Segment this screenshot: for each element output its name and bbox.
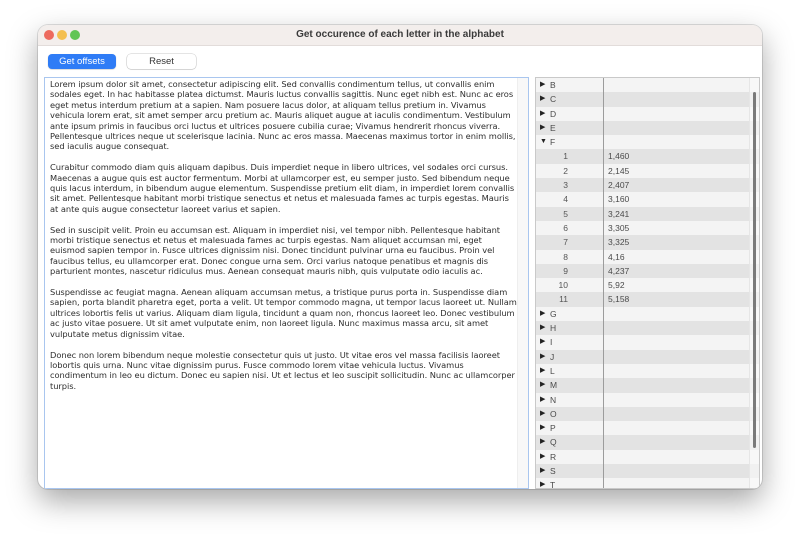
outline-scrollbar-track[interactable] — [749, 78, 759, 488]
outline-row-letter-o[interactable] — [536, 407, 759, 421]
outline-row-letter-r[interactable] — [536, 450, 759, 464]
letter-label: Q — [550, 437, 557, 448]
offset-row[interactable] — [536, 235, 759, 249]
offset-index: 6 — [563, 222, 568, 233]
outline-row-letter-s[interactable] — [536, 464, 759, 478]
get-offsets-button[interactable]: Get offsets — [48, 54, 116, 69]
offset-value: 5,158 — [608, 294, 630, 305]
offset-value: 4,16 — [608, 251, 625, 262]
letter-label: L — [550, 365, 555, 376]
outline-row-letter-n[interactable] — [536, 393, 759, 407]
outline-row-letter-j[interactable] — [536, 350, 759, 364]
column-divider[interactable] — [603, 78, 604, 488]
title-bar — [38, 25, 762, 46]
offset-value: 4,237 — [608, 265, 630, 276]
outline-scrollbar-thumb[interactable] — [753, 92, 756, 448]
outline-row-letter-b[interactable] — [536, 78, 759, 92]
offset-row[interactable] — [536, 264, 759, 278]
outline-rows — [536, 78, 759, 489]
disclosure-collapsed-icon[interactable]: ▶ — [540, 109, 546, 117]
offset-row[interactable] — [536, 250, 759, 264]
offset-row[interactable] — [536, 292, 759, 306]
disclosure-collapsed-icon[interactable]: ▶ — [540, 95, 546, 103]
offset-index: 11 — [559, 294, 568, 305]
letter-label: T — [550, 480, 556, 489]
outline-row-letter-e[interactable] — [536, 121, 759, 135]
outline-row-letter-i[interactable] — [536, 335, 759, 349]
letter-label: N — [550, 394, 557, 405]
letter-label: R — [550, 451, 557, 462]
app-window — [38, 25, 762, 489]
offset-value: 3,305 — [608, 222, 630, 233]
offset-row[interactable] — [536, 178, 759, 192]
text-editor[interactable] — [44, 77, 529, 489]
letter-label: I — [550, 337, 553, 348]
disclosure-collapsed-icon[interactable]: ▶ — [540, 452, 546, 460]
outline-row-letter-f[interactable] — [536, 135, 759, 149]
paragraph: Lorem ipsum dolor sit amet, consectetur adipiscing elit. Sed convallis condimentum tellus, ut convallis enim sodales eget. In hac habitasse platea dictumst. Mauris luctus convallis sagittis. Nunc eget nibh est. Nunc ac eros eget metus interdum pretium at a sapien. Nam posuere lacus dolor, at aliquam tellus pretium in. Vivamus vehicula lorem erat, sit amet semper arcu pretium ac. Mauris aliquet augue at iaculis condimentum. Vestibulum ante ipsum primis in faucibus orci luctus et ultrices posuere cubilia curae; Vivamus hendrerit rhoncus viverra. Pellentesque ultrices neque ut scelerisque lacinia. Nunc ac eros massa. Maecenas maximus tortor in enim mollis, sed iaculis augue consequat. — [50, 79, 516, 152]
letter-label: G — [550, 308, 557, 319]
toolbar — [38, 46, 762, 77]
offset-value: 3,160 — [608, 194, 630, 205]
outline-row-letter-c[interactable] — [536, 92, 759, 106]
offset-index: 10 — [558, 280, 568, 291]
offset-value: 2,145 — [608, 165, 630, 176]
reset-button[interactable]: Reset — [127, 54, 196, 69]
letter-label: B — [550, 80, 556, 90]
disclosure-collapsed-icon[interactable]: ▶ — [540, 309, 546, 317]
disclosure-collapsed-icon[interactable]: ▶ — [540, 81, 546, 88]
outline-row-letter-t[interactable] — [536, 478, 759, 489]
offset-value: 5,92 — [608, 280, 625, 291]
outline-row-letter-g[interactable] — [536, 307, 759, 321]
paragraph: Donec non lorem bibendum neque molestie consectetur quis ut justo. Ut vitae eros vel massa facilisis laoreet lobortis quis urna. Nunc vitae dignissim purus. Fusce commodo lorem vitae vehicula luctus. Vivamus condimentum in leo eu dictum. Donec eu sapien nisi. Ut et lectus et leo suscipit sollicitudin. Nunc ac ullamcorper turpis. — [50, 349, 515, 391]
letter-label: O — [550, 408, 557, 419]
offset-index: 1 — [563, 151, 568, 162]
letter-label: C — [550, 94, 557, 105]
disclosure-collapsed-icon[interactable]: ▶ — [540, 438, 546, 446]
window-title: Get occurence of each letter in the alphabet — [296, 29, 504, 40]
disclosure-collapsed-icon[interactable]: ▶ — [540, 123, 546, 131]
disclosure-collapsed-icon[interactable]: ▶ — [540, 366, 546, 374]
paragraph: Sed in suscipit velit. Proin eu accumsan est. Aliquam in imperdiet nisi, vel tempor nibh. Pellentesque habitant morbi tristique senectus et netus et malesuada fames ac turpis egestas. Nam aliquet accumsan mi, eget euismod sapien tempor in. Fusce ultrices dignissim nisi. Donec tincidunt pulvinar urna eu faucibus. Proin vel faucibus tellus, eu ullamcorper erat. Donec congue urna sem. Orci varius natoque penatibus et magnis dis parturient montes, nascetur ridiculus mus. Aenean consequat mauris nibh, quis vulputate odio iaculis ac. — [50, 224, 501, 277]
paragraph: Suspendisse ac feugiat magna. Aenean aliquam accumsan metus, a tristique purus porta in. Suspendisse diam sapien, porta blandit pharetra eget, porta a velit. Ut tempor commodo magna, ut tempor lacus laoreet ut. Nullam ultrices lobortis felis ut varius. Aliquam diam ligula, tincidunt a quam non, rhoncus laoreet leo. Donec vestibulum ac justo vitae posuere. Ut sit amet vulputate enim, non laoreet ligula. Nunc maximus massa arcu, sit amet vulputate metus dignissim vitae. — [50, 287, 517, 339]
letter-label: E — [550, 122, 556, 133]
offset-row[interactable] — [536, 278, 759, 292]
offset-row[interactable] — [536, 221, 759, 235]
offset-value: 3,325 — [608, 237, 630, 248]
offset-row[interactable] — [536, 149, 759, 163]
disclosure-collapsed-icon[interactable]: ▶ — [540, 352, 546, 360]
offset-index: 4 — [563, 194, 568, 205]
outline-row-letter-m[interactable] — [536, 378, 759, 392]
disclosure-expanded-icon[interactable]: ▼ — [540, 138, 547, 146]
offset-row[interactable] — [536, 207, 759, 221]
disclosure-collapsed-icon[interactable]: ▶ — [540, 338, 546, 346]
letter-label: S — [550, 466, 556, 477]
offset-value: 3,241 — [608, 208, 630, 219]
disclosure-collapsed-icon[interactable]: ▶ — [540, 324, 546, 332]
outline-row-letter-p[interactable] — [536, 421, 759, 435]
offset-index: 9 — [563, 265, 568, 276]
offset-row[interactable] — [536, 164, 759, 178]
letter-outline-view[interactable] — [535, 77, 760, 489]
disclosure-collapsed-icon[interactable]: ▶ — [540, 381, 546, 389]
letter-label: H — [550, 323, 557, 334]
letter-label: J — [550, 351, 555, 362]
offset-index: 2 — [563, 165, 568, 176]
offset-index: 7 — [563, 237, 568, 248]
text-scrollbar[interactable] — [517, 78, 528, 488]
offset-value: 2,407 — [608, 180, 630, 191]
offset-value: 1,460 — [608, 151, 630, 162]
outline-row-letter-q[interactable] — [536, 435, 759, 449]
disclosure-collapsed-icon[interactable]: ▶ — [540, 424, 546, 432]
outline-row-letter-h[interactable] — [536, 321, 759, 335]
disclosure-collapsed-icon[interactable]: ▶ — [540, 409, 546, 417]
letter-label: F — [550, 137, 556, 148]
letter-label: M — [550, 380, 558, 391]
outline-row-letter-l[interactable] — [536, 364, 759, 378]
disclosure-collapsed-icon[interactable]: ▶ — [540, 395, 546, 403]
disclosure-collapsed-icon[interactable]: ▶ — [540, 481, 546, 489]
disclosure-collapsed-icon[interactable]: ▶ — [540, 467, 546, 475]
offset-index: 5 — [563, 208, 568, 219]
letter-label: D — [550, 108, 557, 119]
offset-row[interactable] — [536, 192, 759, 206]
paragraph: Curabitur commodo diam quis aliquam dapibus. Duis imperdiet neque in libero ultrices, vel sodales orci cursus. Maecenas a augue quis est auctor fermentum. Morbi at ullamcorper est, eu semper justo. Sed bibendum neque quis lacus interdum, in bibendum augue elementum. Suspendisse pretium elit diam, in imperdiet lorem convallis sit amet. Pellentesque habitant morbi tristique senectus et netus et malesuada fames ac turpis egestas. Mauris at ante quis augue consectetur laoreet varius et sapien. — [50, 162, 515, 214]
offset-index: 3 — [563, 180, 568, 191]
outline-row-letter-d[interactable] — [536, 107, 759, 121]
offset-index: 8 — [563, 251, 568, 262]
text-content[interactable] — [50, 79, 518, 402]
letter-label: P — [550, 423, 556, 434]
